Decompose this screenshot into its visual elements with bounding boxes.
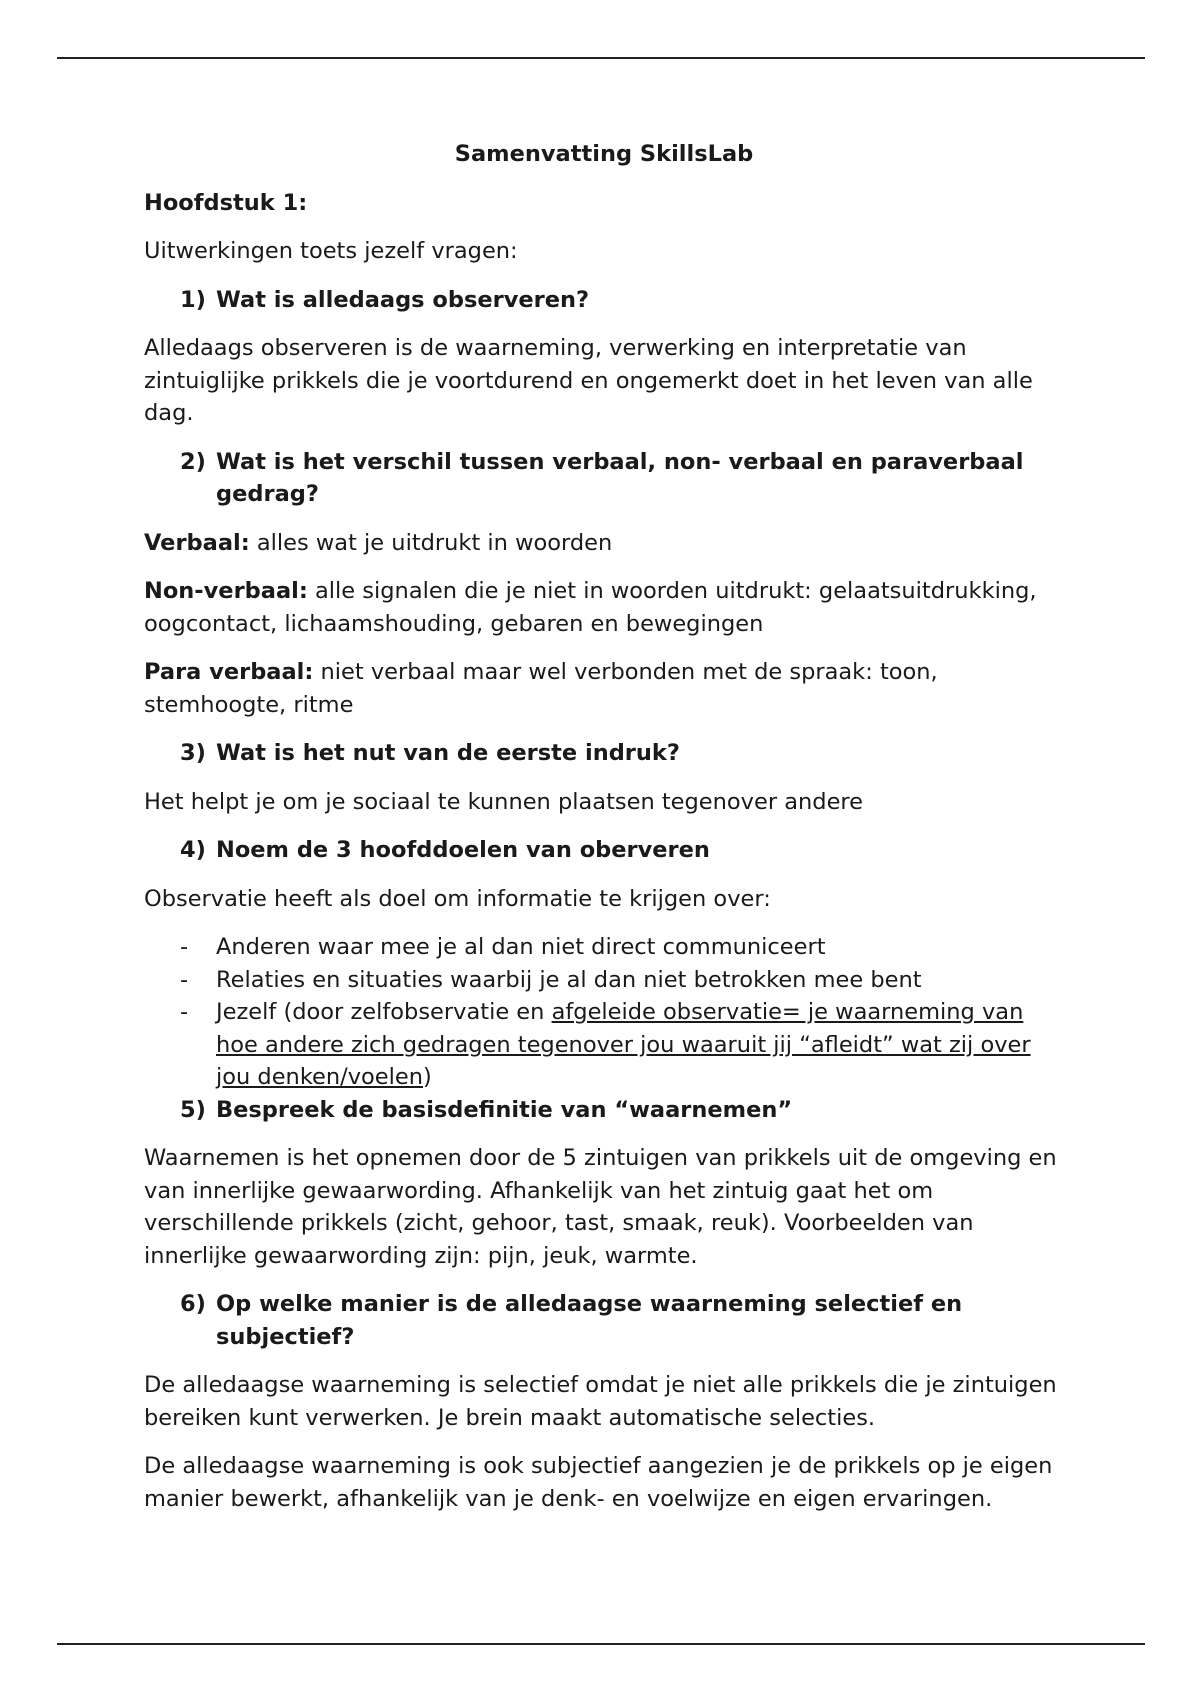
answer-5: Waarnemen is het opnemen door de 5 zintuigen van prikkels uit de omgeving en van innerlijke gewaarwording. Afhankelijk van het zintuig gaat het om verschillende prikkels (zicht, gehoor, tast, smaak, reuk). Voorbeelden van innerlijke gewaarwording zijn: pijn, jeuk, warmte. bbox=[144, 1145, 1057, 1269]
definition-term: Verbaal: bbox=[144, 529, 250, 556]
question-1 bbox=[180, 284, 1064, 317]
list-item-text bbox=[216, 996, 1064, 1094]
footer-rule bbox=[57, 1643, 1145, 1645]
definition-term: Para verbaal: bbox=[144, 659, 314, 685]
question-5 bbox=[180, 1094, 1064, 1127]
question-4 bbox=[180, 834, 1064, 867]
question-text: Op welke manier is de alledaagse waarneming selectief en subjectief? bbox=[216, 1291, 963, 1350]
question-3 bbox=[180, 737, 1064, 770]
definition-text: alles wat je uitdrukt in woorden bbox=[249, 529, 613, 556]
definition-verbaal bbox=[144, 527, 1064, 560]
list-dash: - bbox=[180, 966, 189, 993]
answer-3: Het helpt je om je sociaal te kunnen plaatsen tegenover andere bbox=[144, 788, 864, 815]
list-item bbox=[180, 964, 1064, 997]
question-number: 6) bbox=[180, 1291, 206, 1317]
header-rule bbox=[57, 57, 1145, 59]
list-dash: - bbox=[180, 934, 189, 960]
question-text: Bespreek de basisdefinitie van “waarnemen” bbox=[216, 1096, 793, 1123]
list-item-text: Relaties en situaties waarbij je al dan niet betrokken mee bent bbox=[216, 966, 922, 993]
list-dash: - bbox=[180, 999, 189, 1025]
document-body bbox=[144, 138, 1064, 1531]
question-number: 2) bbox=[180, 448, 206, 475]
list-item-text-end: ) bbox=[423, 1064, 432, 1090]
list-item bbox=[180, 996, 1064, 1094]
question-text: Wat is het nut van de eerste indruk? bbox=[216, 740, 680, 766]
answer-4: Observatie heeft als doel om informatie te krijgen over: bbox=[144, 885, 771, 912]
question-text: Noem de 3 hoofddoelen van oberveren bbox=[216, 837, 710, 863]
definition-text: niet verbaal maar wel verbonden met de spraak: toon, stemhoogte, ritme bbox=[144, 659, 938, 718]
chapter-heading: Hoofdstuk 1: bbox=[144, 189, 308, 216]
answer-1: Alledaags observeren is de waarneming, verwerking en interpretatie van zintuiglijke prikkels die je voortdurend en ongemerkt doet in het leven van alle dag. bbox=[144, 335, 1033, 426]
answer-6-subjectief: De alledaagse waarneming is ook subjectief aangezien je de prikkels op je eigen manier bewerkt, afhankelijk van je denk- en voelwijze en eigen ervaringen. bbox=[144, 1453, 1053, 1512]
question-number: 1) bbox=[180, 286, 206, 313]
intro-text: Uitwerkingen toets jezelf vragen: bbox=[144, 238, 518, 264]
list-item-text: Anderen waar mee je al dan niet direct communiceert bbox=[216, 934, 826, 960]
question-2 bbox=[180, 446, 1064, 511]
goals-list bbox=[180, 931, 1064, 1094]
answer-6-selectief: De alledaagse waarneming is selectief omdat je niet alle prikkels die je zintuigen bereiken kunt verwerken. Je brein maakt automatische selecties. bbox=[144, 1372, 1057, 1431]
question-number: 3) bbox=[180, 740, 206, 766]
underlined-definition: afgeleide observatie= je waarneming van hoe andere zich gedragen tegenover jou waaruit jij “afleidt” wat zij over jou denken/voelen bbox=[216, 999, 1031, 1090]
question-number: 5) bbox=[180, 1096, 206, 1123]
definition-nonverbaal bbox=[144, 575, 1064, 640]
list-item bbox=[180, 931, 1064, 964]
definition-term: Non-verbaal: bbox=[144, 578, 308, 604]
question-text: Wat is het verschil tussen verbaal, non- verbaal en paraverbaal gedrag? bbox=[216, 448, 1024, 507]
definition-text: alle signalen die je niet in woorden uitdrukt: gelaatsuitdrukking, oogcontact, lichaamshouding, gebaren en bewegingen bbox=[144, 578, 1037, 637]
question-6 bbox=[180, 1288, 1064, 1353]
question-number: 4) bbox=[180, 837, 206, 863]
question-text: Wat is alledaags observeren? bbox=[216, 286, 590, 313]
document-title: Samenvatting SkillsLab bbox=[454, 141, 754, 167]
definition-paraverbaal bbox=[144, 656, 1064, 721]
list-item-text-start: Jezelf (door zelfobservatie en bbox=[216, 999, 552, 1025]
